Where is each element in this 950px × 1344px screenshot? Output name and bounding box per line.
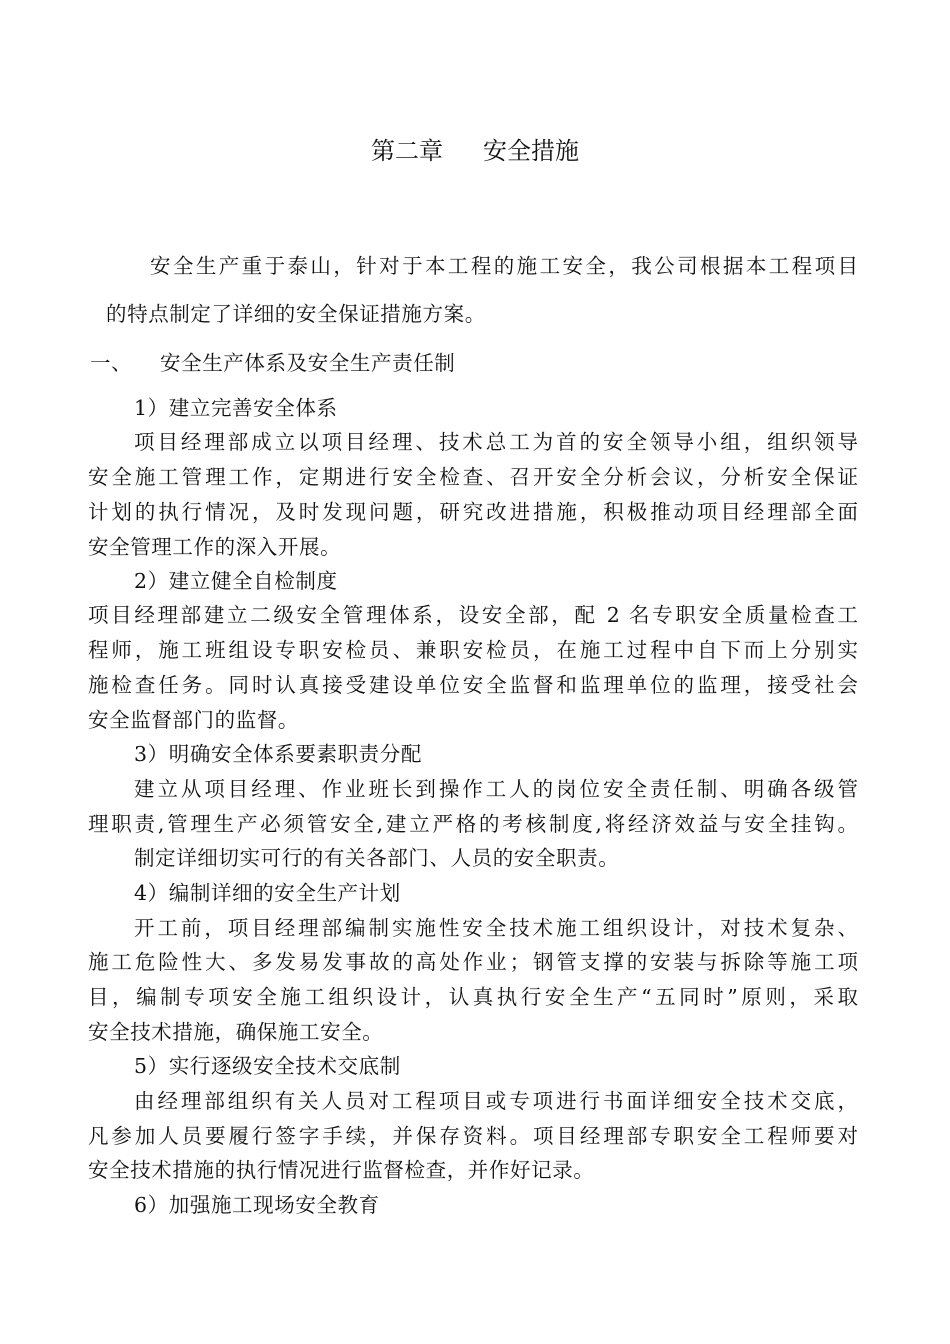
item-1-line-1: 项目经理部成立以项目经理、技术总工为首的安全领导小组，组织领导 [134,430,858,454]
item-3-heading: 3）明确安全体系要素职责分配 [134,742,422,766]
item-6-heading: 6）加强施工现场安全教育 [134,1193,380,1217]
item-2-line-3: 施检查任务。同时认真接受建设单位安全监督和监理单位的监理，接受社会 [88,673,858,697]
item-5-line-3: 安全技术措施的执行情况进行监督检查，并作好记录。 [88,1158,595,1182]
item-5-heading: 5）实行逐级安全技术交底制 [134,1054,401,1078]
item-1-line-4: 安全管理工作的深入开展。 [88,535,342,559]
section-number: 一、 [90,351,133,375]
item-5-line-1: 由经理部组织有关人员对工程项目或专项进行书面详细安全技术交底， [134,1089,858,1113]
item-1-line-2: 安全施工管理工作，定期进行安全检查、召开安全分析会议，分析安全保证 [88,465,858,489]
item-3-line-3: 制定详细切实可行的有关各部门、人员的安全职责。 [134,846,620,870]
chapter-number: 第二章 [371,137,443,165]
intro-line-1: 安全生产重于泰山，针对于本工程的施工安全，我公司根据本工程项目 [150,254,858,278]
chapter-title-text: 安全措施 [483,137,579,165]
item-4-heading: 4）编制详细的安全生产计划 [134,881,401,905]
item-2-line-2: 程师，施工班组设专职安检员、兼职安检员，在施工过程中自下而上分别实 [88,638,858,662]
item-3-line-1: 建立从项目经理、作业班长到操作工人的岗位安全责任制、明确各级管 [134,777,858,801]
item-3-line-2: 理职责,管理生产必须管安全,建立严格的考核制度,将经济效益与安全挂钩。 [88,812,858,836]
item-4-line-2: 施工危险性大、多发易发事故的高处作业；钢管支撑的安装与拆除等施工项 [88,950,858,974]
item-1-heading: 1）建立完善安全体系 [134,396,338,420]
item-5-line-2: 凡参加人员要履行签字手续，并保存资料。项目经理部专职安全工程师要对 [88,1124,858,1148]
intro-line-2: 的特点制定了详细的安全保证措施方案。 [106,302,486,326]
item-4-line-1: 开工前，项目经理部编制实施性安全技术施工组织设计，对技术复杂、 [134,916,858,940]
section-heading: 安全生产体系及安全生产责任制 [160,351,456,375]
item-2-line-1: 项目经理部建立二级安全管理体系，设安全部，配 2 名专职安全质量检查工 [88,603,858,627]
item-2-heading: 2）建立健全自检制度 [134,569,338,593]
item-4-line-4: 安全技术措施，确保施工安全。 [88,1020,384,1044]
item-2-line-4: 安全监督部门的监督。 [88,708,299,732]
item-1-line-3: 计划的执行情况，及时发现问题，研究改进措施，积极推动项目经理部全面 [88,500,858,524]
item-4-line-3: 目，编制专项安全施工组织设计，认真执行安全生产“五同时”原则，采取 [88,985,858,1009]
chapter-title [0,134,950,168]
